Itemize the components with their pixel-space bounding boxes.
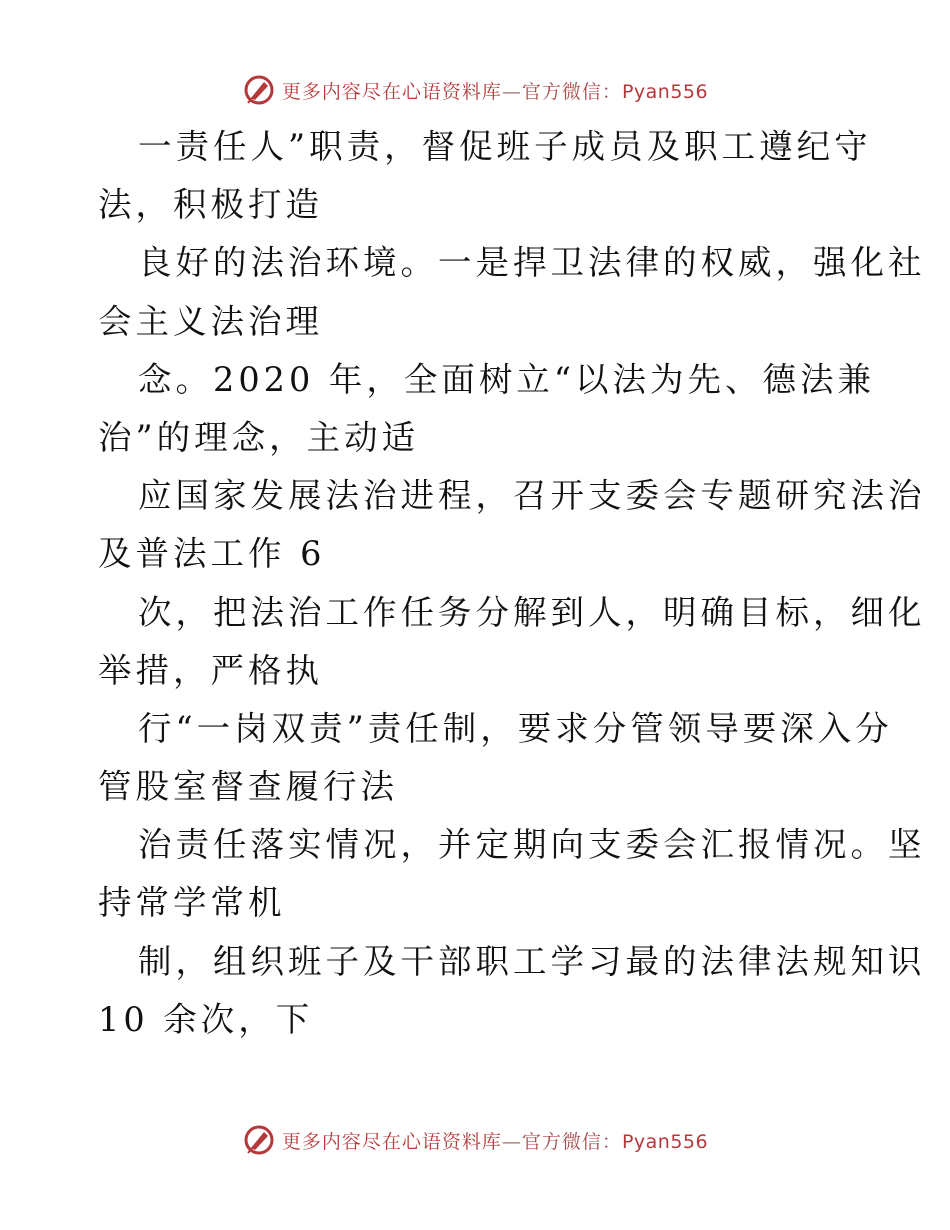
text-line: 制，组织班子及干部职工学习最的法律法规知识 [138,941,926,981]
text-line: 念。2020 年，全面树立“以法为先、德法兼 [138,359,876,399]
footer-brand: 更多内容尽在心语资料库 [281,1130,502,1153]
footer-dash: — [501,1130,522,1153]
text-line: 治责任落实情况，并定期向支委会汇报情况。坚 [138,825,926,865]
pen-nib-circle-icon [242,73,276,107]
header-text [282,77,708,104]
footer-wechat-id: Pyan556 [621,1130,709,1153]
text-line: 管股室督查履行法 [98,767,398,807]
footer-text [282,1127,708,1154]
footer-banner [0,1120,950,1160]
text-line: 应国家发展法治进程，召开支委会专题研究法治 [138,476,926,516]
document-body [98,118,926,1049]
text-line: 次，把法治工作任务分解到人，明确目标，细化 [138,592,926,632]
header-brand: 更多内容尽在心语资料库 [281,80,502,103]
text-line: 法，积极打造 [98,185,323,225]
text-line: 会主义法治理 [98,301,323,341]
header-wechat-id: Pyan556 [621,80,709,103]
text-line: 行“一岗双责”责任制，要求分管领导要深入分 [138,708,893,748]
text-line: 持常学常机 [98,883,286,923]
text-line: 一责任人”职责，督促班子成员及职工遵纪守 [138,127,872,166]
text-line: 举措，严格执 [98,650,323,690]
text-line: 良好的法治环境。一是捍卫法律的权威，强化社 [138,243,926,283]
header-banner [0,70,950,110]
footer-wechat-label: 官方微信： [521,1130,622,1153]
header-wechat-label: 官方微信： [521,80,622,103]
text-line: 及普法工作 6 [98,534,326,574]
text-line: 10 余次，下 [98,999,314,1039]
text-line: 治”的理念，主动适 [98,417,420,457]
pen-nib-circle-icon [242,1123,276,1157]
header-dash: — [501,80,522,103]
